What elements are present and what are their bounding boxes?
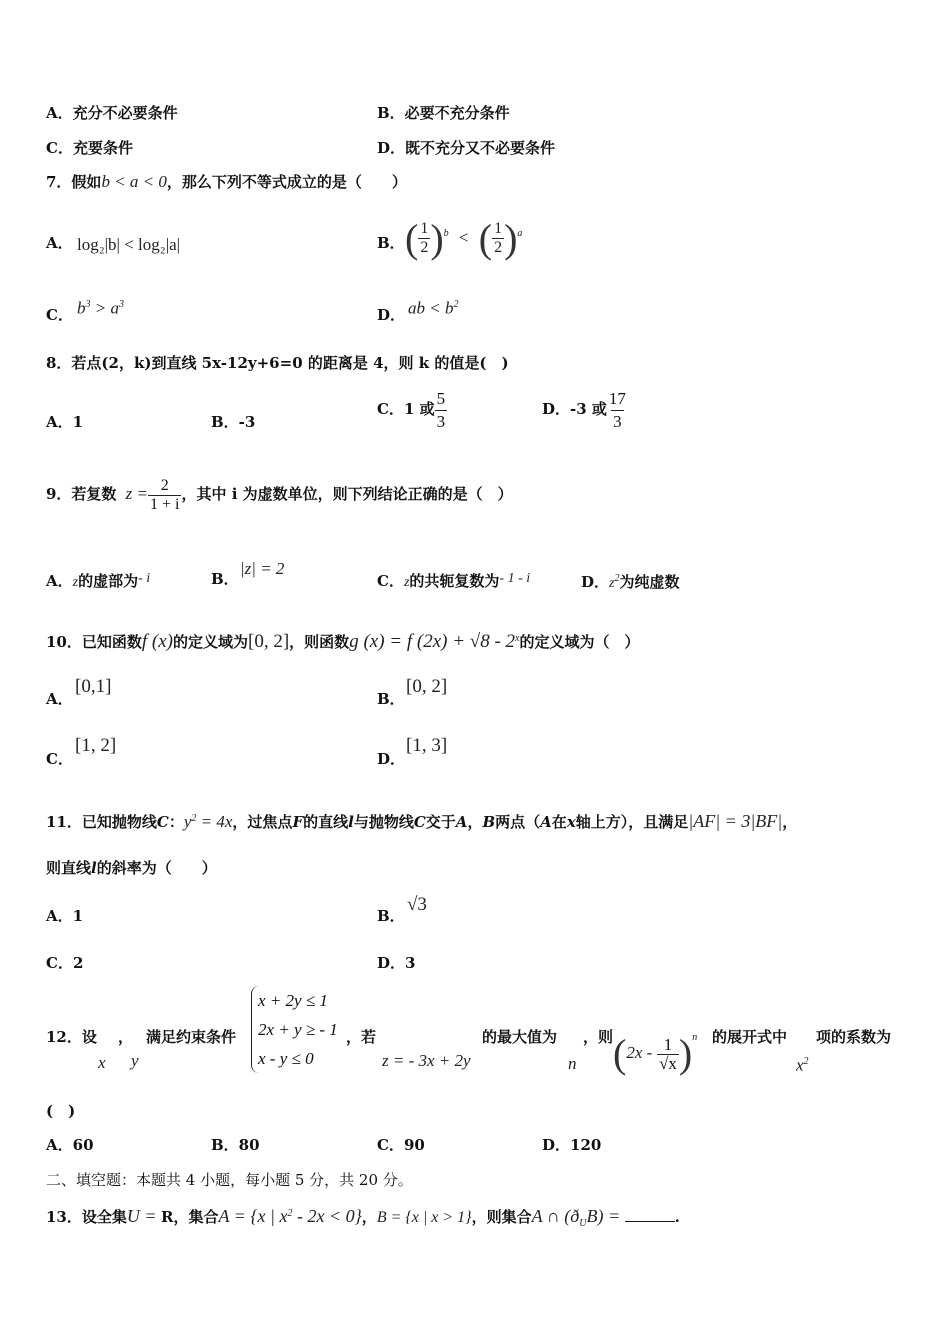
q8-option-d: D．-3 或 $\frac{17}{3}$ [542,388,626,431]
q10-option-a-label: A． [46,690,73,708]
q12-option-b: B．80 [211,1136,260,1154]
q10-option-a: [0,1] [75,676,112,697]
q10-option-d: [1, 3] [406,735,448,756]
q7-stem: 7．假如b < a < 0，那么下列不等式成立的是（ ） [46,172,407,191]
q6-option-c: C．充要条件 [46,139,133,157]
q12-text4: ，则 [583,1028,614,1046]
q12-text1: 满足约束条件 [146,1028,237,1046]
q8-option-c: C．1 或 $\frac{5}{3}$ [377,388,446,431]
q7-option-b-math: ( $\frac{1}{2}$ )$^b$ < ( $\frac{1}{2}$ )$^a$ [405,215,523,261]
q13-stem: 13．设全集U = R，集合A = {x | $x^2 - 2x < 0$}，B = {x | x > 1}，则集合A ∩ $(ð_UB)$ = . [46,1206,680,1229]
q12-objective: z = - 3x + 2y [382,1051,471,1070]
q10-option-c-label: C． [46,750,73,768]
q7-option-d-math: ab < $b^2$ [408,298,459,318]
q11-stem-line2: 则直线l的斜率为（ ） [46,859,217,877]
q9-option-a: A．z的虚部为- i [46,571,151,590]
q7-option-a-label: A． [46,234,73,252]
q8-stem: 8．若点(2，k)到直线 5x-12y+6=0 的距离是 4，则 k 的值是( ) [46,354,509,372]
q12-x2: $x^2$ [796,1055,809,1075]
q9-option-b-label: B． [211,570,239,588]
q6-option-a: A．充分不必要条件 [46,104,178,122]
q12-binomial: (2x - $\frac{1}{√x}$ )$^n$ [613,1031,698,1076]
q9-option-b-math: |z| = 2 [240,559,285,578]
q12-option-a: A．60 [46,1136,94,1154]
q13-answer-blank[interactable] [625,1207,675,1222]
q7-option-c-math: $b^3 > a^3$ [77,298,124,318]
q6-option-d: D．既不充分又不必要条件 [377,139,556,157]
q7-option-a-math: log₂|b| < log₂|a| [77,235,181,254]
q10-option-d-label: D． [377,750,406,768]
section-heading-fill-in: 二、填空题：本题共 4 小题，每小题 5 分，共 20 分。 [46,1171,413,1189]
q11-option-b-label: B． [377,907,405,925]
q7-option-d-label: D． [377,306,406,324]
q12-comma: ， [118,1028,134,1046]
q8-option-b: B．-3 [211,413,256,431]
q11-option-a: A．1 [46,907,84,925]
q12-var-y: y [131,1051,139,1070]
q10-stem: 10．已知函数f (x)的定义域为[0, 2]，则函数g (x) = f (2x) + √8 - 2$^x$的定义域为（ ） [46,631,640,652]
q12-n: n [568,1054,577,1073]
q9-option-c: C．z的共轭复数为- 1 - i [377,571,531,590]
q12-prefix: 12．设 [46,1028,97,1046]
q6-option-b: B．必要不充分条件 [377,104,510,122]
q12-text3: 的最大值为 [482,1028,558,1046]
q11-option-b: √3 [407,894,427,915]
q12-option-d: D．120 [542,1136,602,1154]
q9-option-d: D．$z^2$为纯虚数 [581,573,680,591]
q12-constraint-system: x + 2y ≤ 1 2x + y ≥ - 1 x - y ≤ 0 [251,986,338,1073]
q10-option-c: [1, 2] [75,735,117,756]
q7-option-c-label: C． [46,306,73,324]
q12-text6: 项的系数为 [816,1028,892,1046]
q12-answer-paren: ( ) [46,1102,76,1120]
q10-option-b: [0, 2] [406,676,448,697]
q8-option-a: A．1 [46,413,84,431]
q11-stem: 11．已知抛物线C：$y^2 = 4x$，过焦点F的直线l与抛物线C交于A，B两点（A在x轴上方），且满足|AF| = 3|BF|， [46,811,798,831]
q7-option-b-label: B． [377,234,405,252]
q11-option-d: D．3 [377,954,416,972]
q9-stem: 9．若复数 z = $\frac{2}{1 + i}$ ，其中 i 为虚数单位，则下列结论正确的是（ ） [46,476,513,513]
q12-text5: 的展开式中 [712,1028,788,1046]
q11-option-c: C．2 [46,954,84,972]
q12-text2: ，若 [346,1028,377,1046]
q12-var-x: x [98,1053,106,1072]
q12-option-c: C．90 [377,1136,425,1154]
q10-option-b-label: B． [377,690,405,708]
